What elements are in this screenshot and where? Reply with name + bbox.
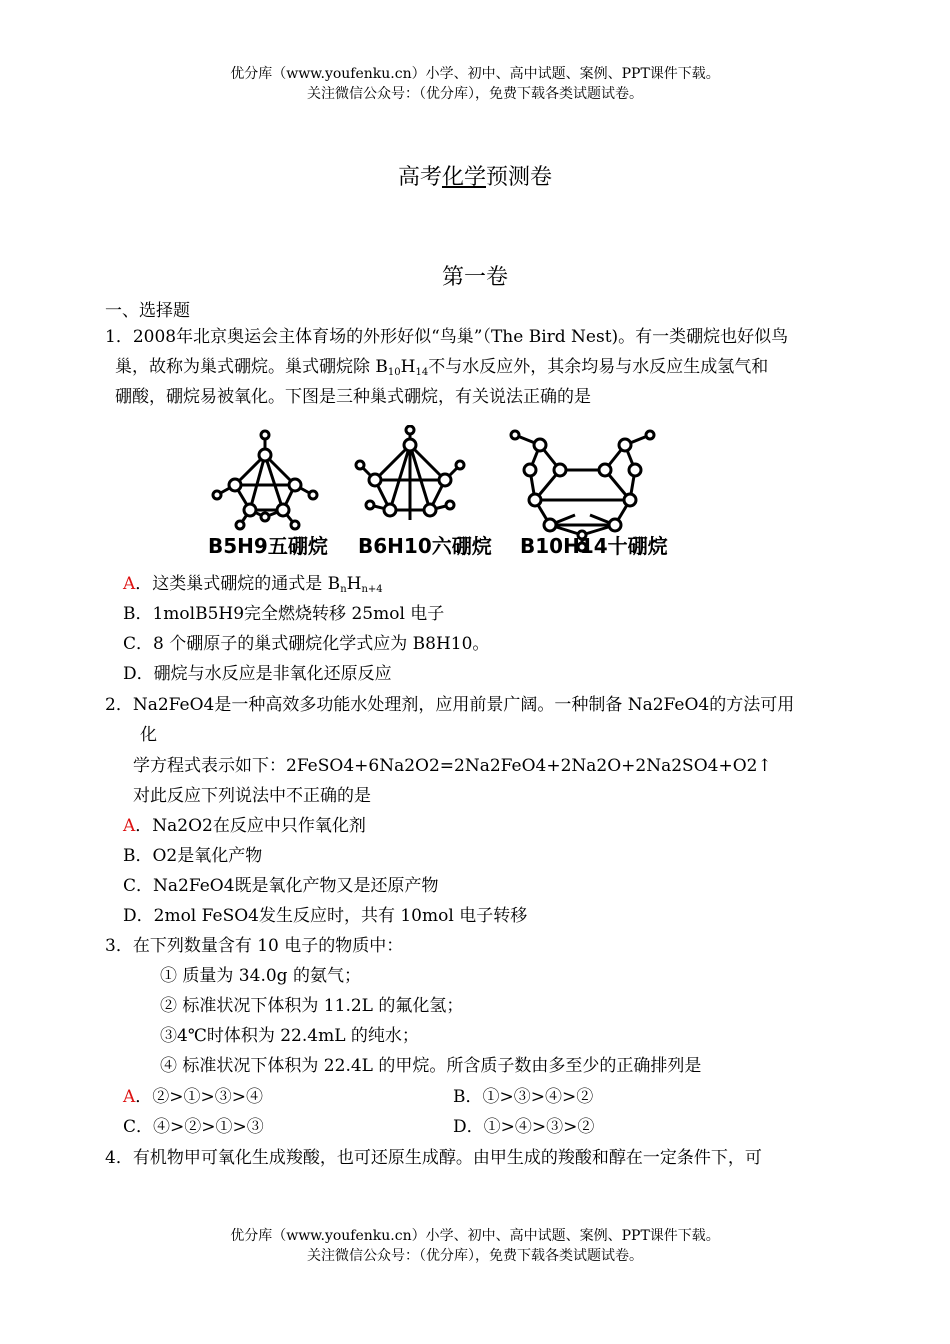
q2-option-c: C．Na2FeO4既是氧化产物又是还原产物	[123, 876, 439, 896]
q3-item-1: ① 质量为 34.0g 的氨气；	[160, 966, 361, 986]
q1-line-2b: 不与水反应外，其余均易与水反应生成氢气和	[428, 357, 769, 377]
q1-option-d: D．硼烷与水反应是非氧化还原反应	[123, 664, 392, 684]
q3-option-b: B．①>③>④>②	[453, 1087, 594, 1107]
caption-b5h9: B5H9五硼烷	[208, 534, 328, 558]
header-line-1: 优分库（www.youfenku.cn）小学、初中、高中试题、案例、PPT课件下载。	[230, 66, 720, 82]
volume-title: 第一卷	[441, 265, 508, 290]
q2-line-1b: 化	[140, 725, 157, 745]
q3-option-c: C．④>②>①>③	[123, 1117, 264, 1137]
q1-option-a-text: ．这类巢式硼烷的通式是 B	[135, 574, 341, 594]
q1-line-3: 硼酸，硼烷易被氧化。下图是三种巢式硼烷，有关说法正确的是	[115, 387, 591, 407]
q3-item-4: ④ 标准状况下体积为 22.4L 的甲烷。所含质子数由多至少的正确排列是	[160, 1056, 702, 1076]
section-title: 一、选择题	[105, 301, 190, 321]
q2-option-a: A．Na2O2在反应中只作氧化剂	[123, 816, 366, 836]
header-line-2: 关注微信公众号：（优分库），免费下载各类试题试卷。	[307, 86, 643, 102]
q1-line-1: 1．2008年北京奥运会主体育场的外形好似“鸟巢”（The Bird Nest)。有一类硼烷也好似鸟	[105, 327, 789, 347]
caption-b6h10: B6H10六硼烷	[358, 534, 492, 558]
q1-line-2: 巢，故称为巢式硼烷。巢式硼烷除 $B_{10}H_{14}$不与水反应外，其余均易与水反应生成氢气和	[115, 357, 769, 378]
q2-line-3: 对此反应下列说法中不正确的是	[133, 786, 371, 806]
q3-item-3: ③4℃时体积为 22.4mL 的纯水；	[160, 1026, 419, 1046]
b5h9-structure	[213, 431, 317, 529]
q2-line-2: 学方程式表示如下：2FeSO4+6Na2O2=2Na2FeO4+2Na2O+2Na2SO4+O2↑	[133, 756, 772, 776]
title-suffix: 预测卷	[486, 165, 553, 190]
footer-line-1: 优分库（www.youfenku.cn）小学、初中、高中试题、案例、PPT课件下载。	[230, 1228, 720, 1244]
q3-option-d: D．①>④>③>②	[453, 1117, 595, 1137]
q2-line-1: 2．Na2FeO4是一种高效多功能水处理剂，应用前景广阔。一种制备 Na2FeO4的方法可用	[105, 695, 795, 715]
q3-option-a: A．②>①>③>④	[123, 1087, 264, 1107]
q1-line-2a: 巢，故称为巢式硼烷。巢式硼烷除 B	[115, 357, 388, 377]
b6h10-structure	[356, 426, 464, 520]
q2-option-b: B．O2是氧化产物	[123, 846, 263, 866]
q1-option-b: B．1molB5H9完全燃烧转移 25mol 电子	[123, 604, 445, 624]
title-underlined: 化学	[441, 165, 486, 190]
q2-option-d: D．2mol FeSO4发生反应时，共有 10mol 电子转移	[123, 906, 528, 926]
q1-option-a: A．这类巢式硼烷的通式是 $B_nH_{n+4}$	[123, 574, 383, 595]
q1-option-c: C．8 个硼原子的巢式硼烷化学式应为 B8H10。	[123, 634, 490, 654]
title-prefix: 高考	[397, 165, 442, 190]
q3-line-1: 3．在下列数量含有 10 电子的物质中：	[105, 936, 404, 956]
caption-b10h14: B10H14十硼烷	[520, 534, 668, 558]
q3-item-2: ② 标准状况下体积为 11.2L 的氟化氢；	[160, 996, 464, 1016]
q4-line-1: 4．有机物甲可氧化生成羧酸，也可还原生成醇。由甲生成的羧酸和醇在一定条件下，可	[105, 1148, 762, 1168]
b10h14-structure	[511, 431, 654, 551]
footer-line-2: 关注微信公众号：（优分库），免费下载各类试题试卷。	[307, 1248, 643, 1264]
page-title	[0, 160, 950, 191]
